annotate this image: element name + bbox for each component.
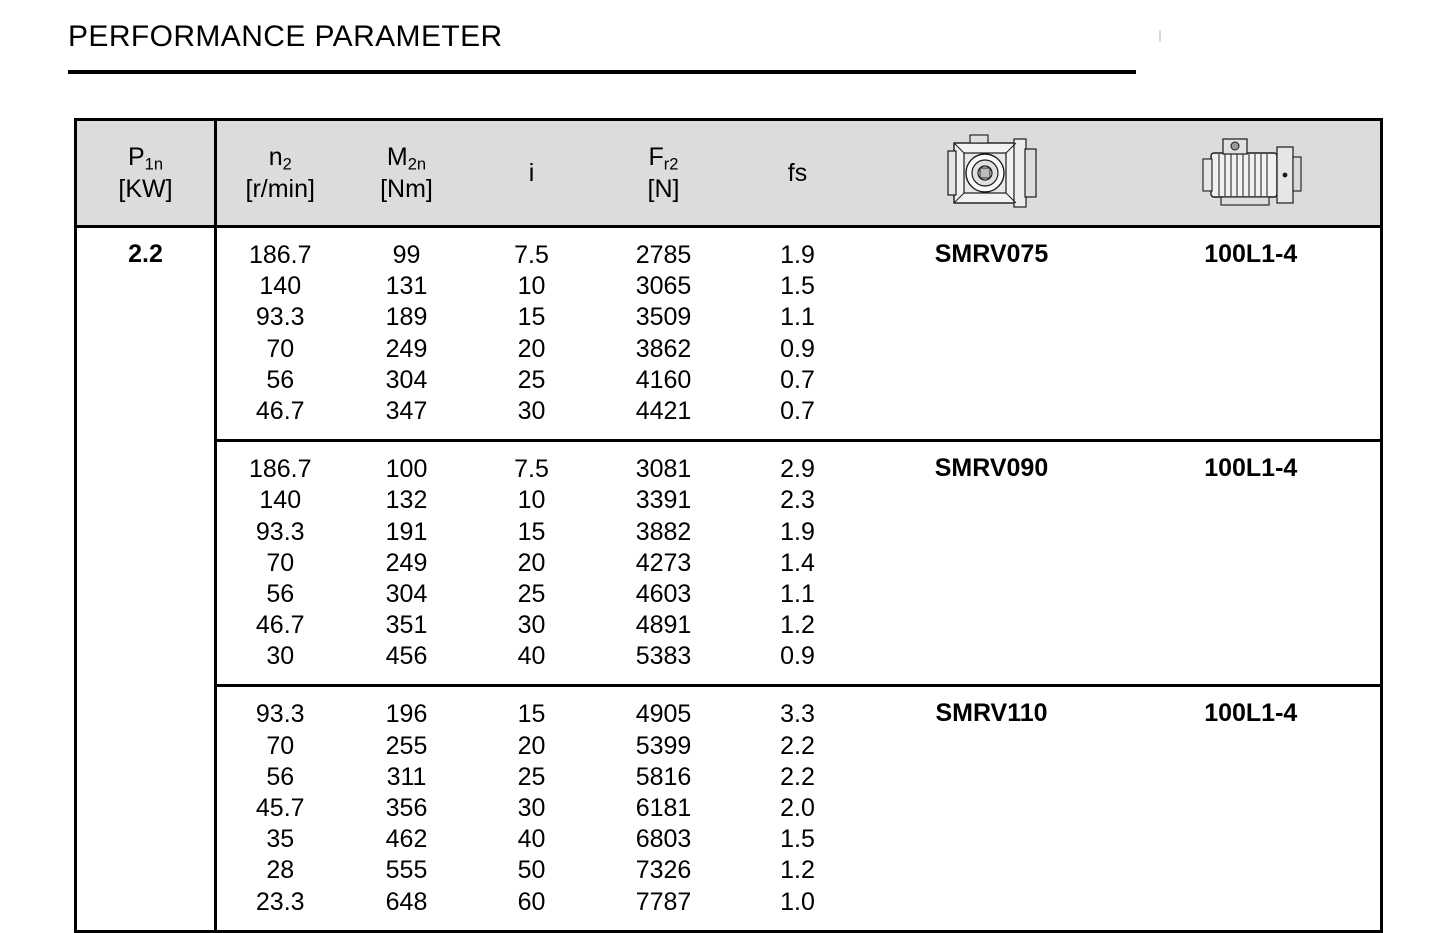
value: 0.9 — [780, 642, 815, 671]
value: 1.5 — [780, 272, 815, 301]
m2n-values — [344, 442, 470, 684]
m2n-cell-group-1 — [344, 441, 470, 686]
value: 186.7 — [248, 241, 312, 269]
value: 347 — [385, 396, 428, 425]
value: 1.9 — [780, 241, 815, 269]
value: 1.5 — [780, 825, 815, 854]
header-m2n-unit: [Nm] — [380, 174, 433, 203]
header-n2-symbol: $n_2$ — [268, 143, 292, 175]
value: 70 — [266, 731, 295, 760]
motor-icon-wrapper — [1122, 121, 1381, 225]
value: 28 — [266, 856, 295, 885]
table-header-row — [76, 120, 1382, 227]
value: 10 — [517, 272, 546, 301]
value: 99 — [392, 241, 421, 269]
i-values — [470, 442, 594, 684]
value: 2.9 — [780, 455, 815, 484]
value: 0.7 — [780, 396, 815, 425]
motor-model-cell: 100L1-4 — [1122, 441, 1382, 686]
value: 25 — [517, 365, 546, 394]
value: 100 — [385, 455, 428, 484]
title-divider — [68, 70, 1136, 74]
value: 3862 — [635, 334, 692, 363]
header-fs — [734, 120, 862, 227]
value: 93.3 — [255, 700, 305, 729]
value: 6181 — [635, 794, 692, 822]
value: 3065 — [635, 272, 692, 301]
fr2-values — [594, 228, 734, 439]
value: 2.2 — [780, 731, 815, 760]
value: 40 — [517, 825, 546, 854]
header-fr2 — [594, 120, 734, 227]
value: 0.7 — [780, 365, 815, 394]
value: 56 — [266, 365, 295, 394]
table-body — [76, 227, 1382, 932]
table-row — [76, 686, 1382, 931]
header-fr2-subscript: r2 — [663, 156, 679, 175]
n2-cell-group-0 — [216, 227, 344, 441]
value: 131 — [385, 272, 428, 301]
value: 4603 — [635, 579, 692, 608]
value: 7787 — [635, 887, 692, 916]
value: 10 — [517, 486, 546, 515]
m2n-values — [344, 228, 470, 439]
value: 4891 — [635, 611, 692, 640]
header-m2n — [344, 120, 470, 227]
value: 60 — [517, 887, 546, 916]
header-n2-subscript: 2 — [282, 156, 292, 175]
value: 2.2 — [780, 762, 815, 791]
value: 3509 — [635, 303, 692, 332]
value: 1.4 — [780, 548, 815, 577]
gearbox-icon — [946, 133, 1038, 213]
gearbox-model-cell: SMRV075 — [862, 227, 1122, 441]
value: 30 — [517, 794, 546, 822]
value: 648 — [385, 887, 428, 916]
value: 23.3 — [255, 887, 305, 916]
fr2-cell-group-2 — [594, 686, 734, 931]
value: 140 — [259, 486, 302, 515]
header-m2n-symbol: $M_{2n}$ — [386, 143, 427, 175]
value: 45.7 — [255, 794, 305, 822]
value: 2785 — [635, 241, 692, 269]
header-p1n — [76, 120, 216, 227]
header-p1n-subscript: 1n — [144, 156, 164, 175]
m2n-values — [344, 687, 470, 929]
value: 1.2 — [780, 856, 815, 885]
fs-cell-group-0 — [734, 227, 862, 441]
i-values — [470, 228, 594, 439]
fs-cell-group-1 — [734, 441, 862, 686]
header-motor — [1122, 120, 1382, 227]
value: 2.0 — [780, 794, 815, 822]
motor-model-cell: 100L1-4 — [1204, 699, 1298, 728]
value: 5399 — [635, 731, 692, 760]
value: 4160 — [635, 365, 692, 394]
fs-values — [734, 687, 862, 929]
value: 15 — [517, 700, 546, 729]
header-gearbox — [862, 120, 1122, 227]
performance-parameter-table — [74, 118, 1383, 933]
value: 25 — [517, 579, 546, 608]
value: 196 — [385, 700, 428, 729]
value: 46.7 — [255, 396, 305, 425]
header-fr2-symbol: $F_{r2}$ — [648, 143, 679, 175]
table-row — [76, 441, 1382, 686]
header-fr2-unit: [N] — [647, 174, 680, 203]
i-cell-group-2 — [470, 686, 594, 931]
value: 4905 — [635, 700, 692, 729]
value: 4421 — [635, 396, 692, 425]
value: 189 — [385, 303, 428, 332]
value: 20 — [517, 548, 546, 577]
value: 2.3 — [780, 486, 815, 515]
value: 351 — [385, 611, 428, 640]
value: 1.2 — [780, 611, 815, 640]
electric-motor-icon — [1199, 135, 1303, 211]
value: 1.1 — [780, 579, 815, 608]
header-p1n-unit: [KW] — [118, 174, 173, 203]
value: 6803 — [635, 825, 692, 854]
fr2-values — [594, 687, 734, 929]
m2n-cell-group-2 — [344, 686, 470, 931]
value: 56 — [266, 762, 295, 791]
value: 191 — [385, 517, 428, 546]
header-i — [470, 120, 594, 227]
value: 7.5 — [514, 455, 549, 484]
fr2-cell-group-1 — [594, 441, 734, 686]
value: 304 — [385, 365, 428, 394]
value: 20 — [517, 731, 546, 760]
header-p1n-symbol: $P_{1n}$ — [127, 143, 164, 175]
header-fs-symbol: fs — [787, 159, 808, 187]
value: 304 — [385, 579, 428, 608]
value: 1.1 — [780, 303, 815, 332]
table-row — [76, 227, 1382, 441]
value: 249 — [385, 548, 428, 577]
value: 462 — [385, 825, 428, 854]
value: 132 — [385, 486, 428, 515]
gearbox-model-cell: SMRV110 — [935, 699, 1048, 728]
header-n2 — [216, 120, 344, 227]
value: 40 — [517, 642, 546, 671]
value: 0.9 — [780, 334, 815, 363]
value: 30 — [517, 396, 546, 425]
fr2-values — [594, 442, 734, 684]
value: 356 — [385, 794, 428, 822]
fs-values — [734, 228, 862, 439]
value: 249 — [385, 334, 428, 363]
value: 1.9 — [780, 517, 815, 546]
value: 3081 — [635, 455, 692, 484]
value: 140 — [259, 272, 302, 301]
value: 3.3 — [780, 700, 815, 729]
value: 1.0 — [780, 887, 815, 916]
value: 7.5 — [514, 241, 549, 269]
i-values — [470, 687, 594, 929]
value: 255 — [385, 731, 428, 760]
value: 30 — [266, 642, 295, 671]
page-margin-tick — [1159, 30, 1161, 42]
fs-values — [734, 442, 862, 684]
gearbox-icon-wrapper — [862, 121, 1122, 225]
value: 93.3 — [255, 517, 305, 546]
n2-cell-group-2 — [216, 686, 344, 931]
value: 3882 — [635, 517, 692, 546]
value: 93.3 — [255, 303, 305, 332]
header-i-symbol: i — [528, 159, 535, 187]
value: 5816 — [635, 762, 692, 791]
motor-model-cell: 100L1-4 — [1122, 227, 1382, 441]
value: 70 — [266, 334, 295, 363]
value: 70 — [266, 548, 295, 577]
i-cell-group-1 — [470, 441, 594, 686]
value: 3391 — [635, 486, 692, 515]
gearbox-model-cell: SMRV090 — [862, 441, 1122, 686]
value: 7326 — [635, 856, 692, 885]
fs-cell-group-2 — [734, 686, 862, 931]
page-title: PERFORMANCE PARAMETER — [68, 20, 503, 53]
value: 20 — [517, 334, 546, 363]
header-n2-unit: [r/min] — [245, 174, 315, 203]
n2-values — [217, 442, 344, 684]
value: 50 — [517, 856, 546, 885]
value: 456 — [385, 642, 428, 671]
m2n-cell-group-0 — [344, 227, 470, 441]
value: 35 — [266, 825, 295, 854]
fr2-cell-group-0 — [594, 227, 734, 441]
power-value-cell: 2.2 — [76, 227, 216, 932]
value: 311 — [386, 762, 427, 791]
header-m2n-subscript: 2n — [407, 156, 427, 175]
n2-values — [217, 687, 344, 929]
n2-cell-group-1 — [216, 441, 344, 686]
value: 30 — [517, 611, 546, 640]
value: 56 — [266, 579, 295, 608]
i-cell-group-0 — [470, 227, 594, 441]
value: 5383 — [635, 642, 692, 671]
value: 4273 — [635, 548, 692, 577]
performance-table-wrapper — [74, 118, 1380, 933]
n2-values — [217, 228, 344, 439]
value: 46.7 — [255, 611, 305, 640]
value: 555 — [385, 856, 428, 885]
value: 25 — [517, 762, 546, 791]
value: 15 — [517, 303, 546, 332]
value: 186.7 — [248, 455, 312, 484]
value: 15 — [517, 517, 546, 546]
